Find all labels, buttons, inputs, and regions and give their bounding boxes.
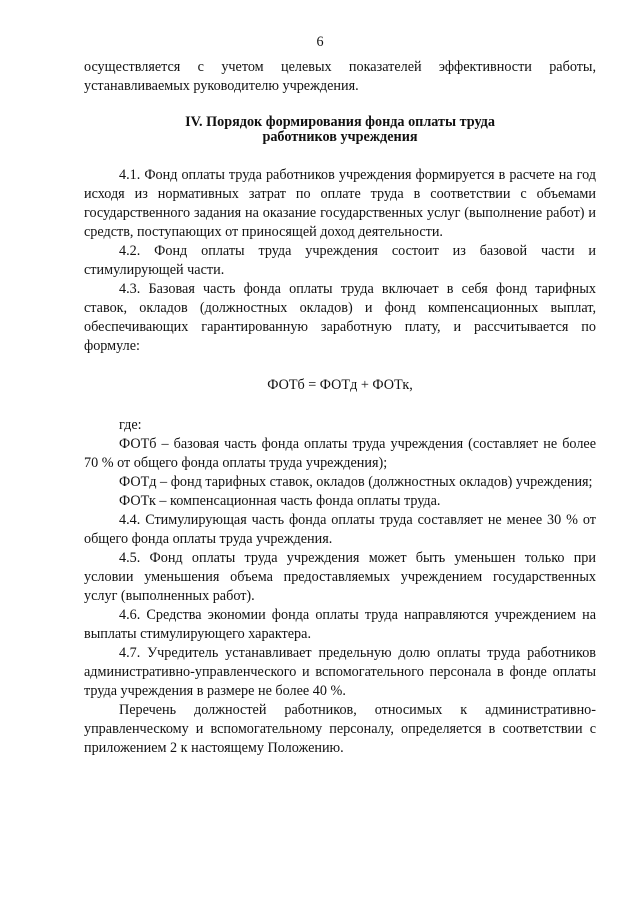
page-number: 6: [316, 34, 324, 50]
paragraph-4-6: 4.6. Средства экономии фонда оплаты труда направляются учреждением на выплаты стимулирующего характера.: [84, 607, 596, 642]
section-title-line-2: работников учреждения: [262, 129, 418, 145]
definition-fotk: ФОТк – компенсационная часть фонда оплаты труда.: [119, 493, 441, 509]
paragraph-4-4: 4.4. Стимулирующая часть фонда оплаты труда составляет не менее 30 % от общего фонда оплаты труда учреждения.: [84, 512, 596, 547]
paragraph-4-7: 4.7. Учредитель устанавливает предельную долю оплаты труда работников административно-управленческого и вспомогательного персонала в фонде оплаты труда учреждения в размере не более 40 %.: [84, 645, 596, 699]
section-title-line-1: IV. Порядок формирования фонда оплаты труда: [185, 114, 495, 130]
paragraph-staff-list: Перечень должностей работников, относимых к административно-управленческому и вспомогательному персоналу, определяется в соответствии с приложением 2 к настоящему Положению.: [84, 702, 596, 756]
paragraph-4-1: 4.1. Фонд оплаты труда работников учреждения формируется в расчете на год исходя из нормативных затрат по оплате труда в соответствии с объемами государственного задания на оказание государственных услуг (выполнение работ) и средств, поступающих от приносящей доход деятельности.: [84, 167, 596, 240]
definition-fotd: ФОТд – фонд тарифных ставок, окладов (должностных окладов) учреждения;: [119, 474, 593, 490]
section-title: [84, 115, 596, 145]
page-body: [84, 58, 596, 758]
where-label: где:: [119, 417, 142, 433]
paragraph-4-2: 4.2. Фонд оплаты труда учреждения состоит из базовой части и стимулирующей части.: [84, 243, 596, 278]
paragraph-4-5: 4.5. Фонд оплаты труда учреждения может быть уменьшен только при условии уменьшения объема предоставляемых учреждением государственных услуг (выполненных работ).: [84, 550, 596, 604]
definition-fotb: ФОТб – базовая часть фонда оплаты труда учреждения (составляет не более 70 % от общего фонда оплаты труда учреждения);: [84, 436, 596, 471]
formula: ФОТб = ФОТд + ФОТк,: [267, 377, 413, 393]
paragraph-4-3: 4.3. Базовая часть фонда оплаты труда включает в себя фонд тарифных ставок, окладов (должностных окладов) и фонд компенсационных выплат, обеспечивающих гарантированную заработную плату, и рассчитывается по формуле:: [84, 281, 596, 354]
paragraph-continuation: осуществляется с учетом целевых показателей эффективности работы, устанавливаемых руководителю учреждения.: [84, 59, 596, 94]
